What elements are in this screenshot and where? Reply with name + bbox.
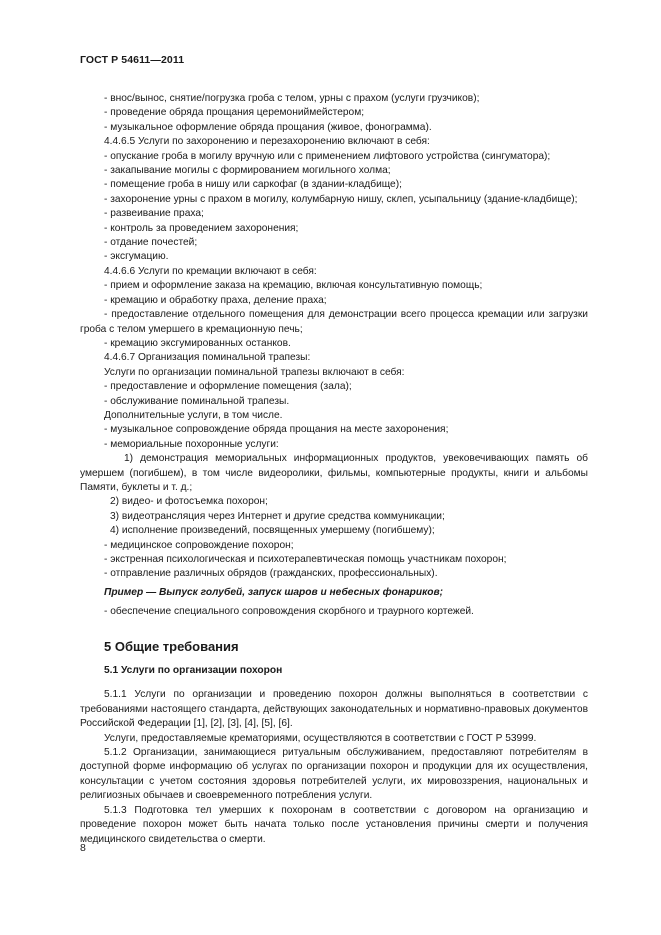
list-item: - экстренная психологическая и психотерапевтическая помощь участникам похорон;: [104, 554, 507, 565]
paragraph: 5.1.1 Услуги по организации и проведению похорон должны выполняться в соответствии с требованиями настоящего стандарта, действующих законодательных и нормативно-правовых документов Российской Федерации [1], [2], [3], [4], [5], [6].: [80, 689, 588, 730]
list-item: - помещение гроба в нишу или саркофаг (в здании-кладбище);: [104, 179, 402, 191]
section-title: 5 Общие требования: [104, 638, 239, 654]
list-item: - кремацию эксгумированных останков.: [104, 337, 291, 349]
clause-4-4-6-5: 4.4.6.5 Услуги по захоронению и перезахоронению включают в себя:: [104, 136, 430, 148]
list-item: - предоставление и оформление помещения (зала);: [104, 381, 352, 393]
list-item: - захоронение урны с прахом в могилу, колумбарную нишу, склеп, усыпальницу (здание-кладбище);: [104, 193, 578, 205]
paragraph: 5.1.2 Организации, занимающиеся ритуальным обслуживанием, предоставляют потребителям в доступной форме информацию об услугах по организации похорон и продукции для их осуществления, консультации с учетом состояния здоровья потребителей услуги, их мировоззрения, национальных и религиозных обычаев и своевременного потребления услуги.: [80, 747, 588, 802]
page-body: [80, 92, 588, 847]
subsection-title: 5.1 Услуги по организации похорон: [104, 665, 283, 677]
paragraph: Услуги по организации поминальной трапезы включают в себя:: [104, 366, 405, 378]
list-item: - развеивание праха;: [104, 208, 204, 220]
list-item: - проведение обряда прощания церемониймейстером;: [104, 107, 365, 119]
standard-header: ГОСТ Р 54611—2011: [80, 54, 185, 66]
list-item: - медицинское сопровождение похорон;: [104, 539, 294, 551]
list-item: - мемориальные похоронные услуги:: [104, 438, 279, 450]
numbered-item: 4) исполнение произведений, посвященных умершему (погибшему);: [110, 525, 435, 537]
list-item: - эксгумацию.: [104, 251, 169, 263]
list-item: - предоставление отдельного помещения для демонстрации всего процесса кремации или загрузки гроба с телом умершего в кремационную печь;: [80, 309, 588, 335]
list-item: - закапывание могилы с формированием могильного холма;: [104, 165, 391, 177]
list-item: - музыкальное оформление обряда прощания (живое, фонограмма).: [104, 121, 432, 133]
list-item: - опускание гроба в могилу вручную или с применением лифтового устройства (сингуматора);: [104, 150, 551, 162]
list-item: - кремацию и обработку праха, деление праха;: [104, 294, 327, 306]
clause-4-4-6-7: 4.4.6.7 Организация поминальной трапезы:: [104, 352, 311, 364]
list-item: - отдание почестей;: [104, 237, 198, 249]
numbered-item: 3) видеотрансляция через Интернет и другие средства коммуникации;: [110, 510, 445, 522]
list-item: - отправление различных обрядов (гражданских, профессиональных).: [104, 568, 438, 580]
list-item: - прием и оформление заказа на кремацию, включая консультативную помощь;: [104, 280, 483, 292]
list-item: - музыкальное сопровождение обряда прощания на месте захоронения;: [104, 424, 449, 436]
example-note: Пример — Выпуск голубей, запуск шаров и небесных фонариков;: [104, 586, 444, 598]
page-number: 8: [80, 842, 86, 854]
numbered-item: 1) демонстрация мемориальных информационных продуктов, увековечивающих память об умершем (погибшем), в том числе видеоролики, фильмы, компьютерные продукты, книги и альбомы Памяти, буклеты и т. д.;: [80, 453, 588, 493]
list-item: - контроль за проведением захоронения;: [104, 222, 299, 234]
paragraph: Дополнительные услуги, в том числе.: [104, 409, 283, 421]
paragraph: 5.1.3 Подготовка тел умерших к похоронам в соответствии с договором на организацию и проведение похорон может быть начата только после установления причины смерти и получения медицинского свидетельства о смерти.: [80, 804, 588, 845]
list-item: - внос/вынос, снятие/погрузка гроба с телом, урны с прахом (услуги грузчиков);: [104, 93, 480, 104]
list-item: - обслуживание поминальной трапезы.: [104, 395, 290, 407]
paragraph: Услуги, предоставляемые крематориями, осуществляются в соответствии с ГОСТ Р 53999.: [104, 732, 537, 744]
list-item: - обеспечение специального сопровождения скорбного и траурного кортежей.: [104, 606, 474, 618]
clause-4-4-6-6: 4.4.6.6 Услуги по кремации включают в себя:: [104, 265, 317, 277]
numbered-item: 2) видео- и фотосъемка похорон;: [110, 496, 268, 508]
